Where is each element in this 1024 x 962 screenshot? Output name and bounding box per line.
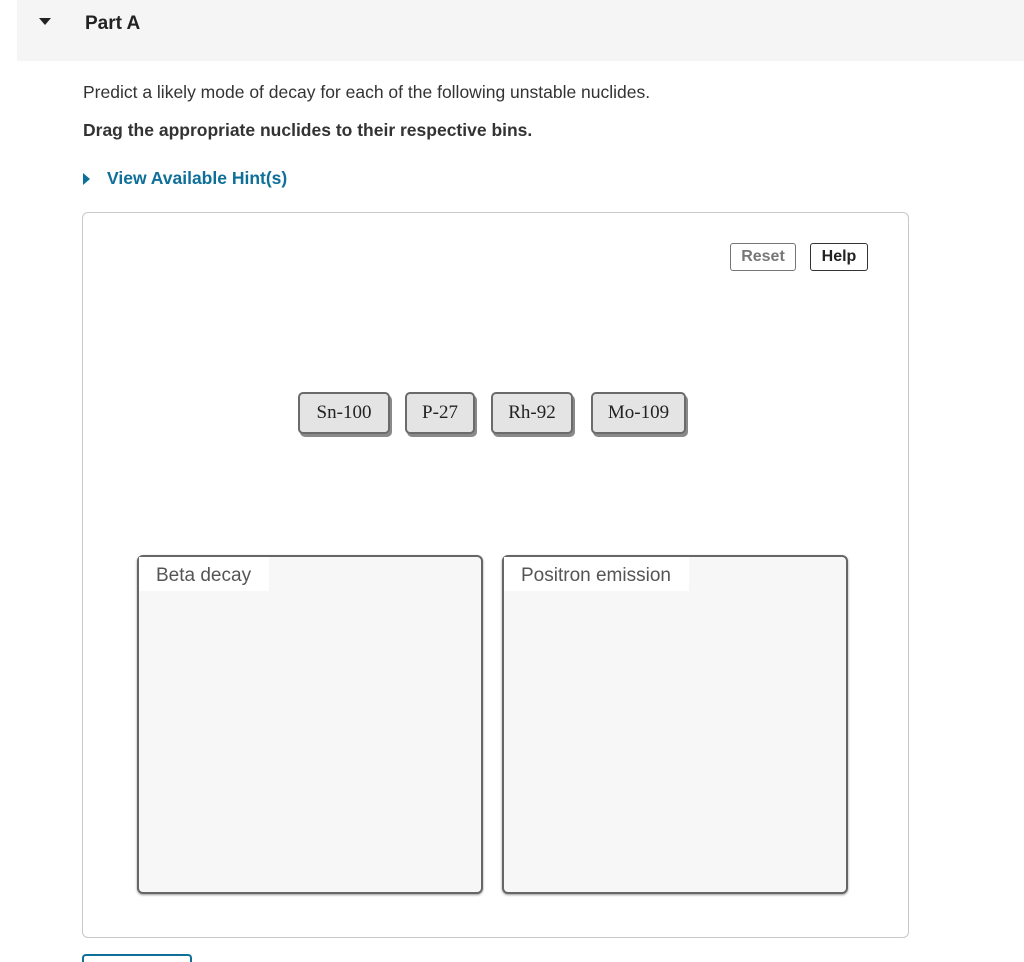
bin-label: Beta decay	[139, 557, 269, 591]
view-hints-link[interactable]	[83, 168, 287, 189]
bin-beta-decay[interactable]	[137, 555, 483, 894]
question-instruction: Drag the appropriate nuclides to their respective bins.	[83, 120, 533, 140]
bin-label: Positron emission	[504, 557, 689, 591]
nuclide-token-p-27[interactable]: P-27	[405, 392, 475, 434]
part-title[interactable]: Part A	[85, 13, 141, 34]
caret-down-icon[interactable]	[39, 18, 51, 25]
nuclide-token-sn-100[interactable]: Sn-100	[298, 392, 390, 434]
nuclide-token-rh-92[interactable]: Rh-92	[491, 392, 573, 434]
drag-drop-panel	[82, 212, 909, 938]
view-hints-label: View Available Hint(s)	[107, 168, 288, 188]
submit-button[interactable]	[82, 954, 192, 962]
caret-right-icon	[83, 173, 90, 185]
part-header	[17, 0, 1024, 61]
reset-button[interactable]: Reset	[730, 243, 796, 271]
nuclide-token-mo-109[interactable]: Mo-109	[591, 392, 686, 434]
question-prompt: Predict a likely mode of decay for each of the following unstable nuclides.	[83, 82, 651, 102]
help-button[interactable]: Help	[810, 243, 868, 271]
bin-positron-emission[interactable]	[502, 555, 848, 894]
